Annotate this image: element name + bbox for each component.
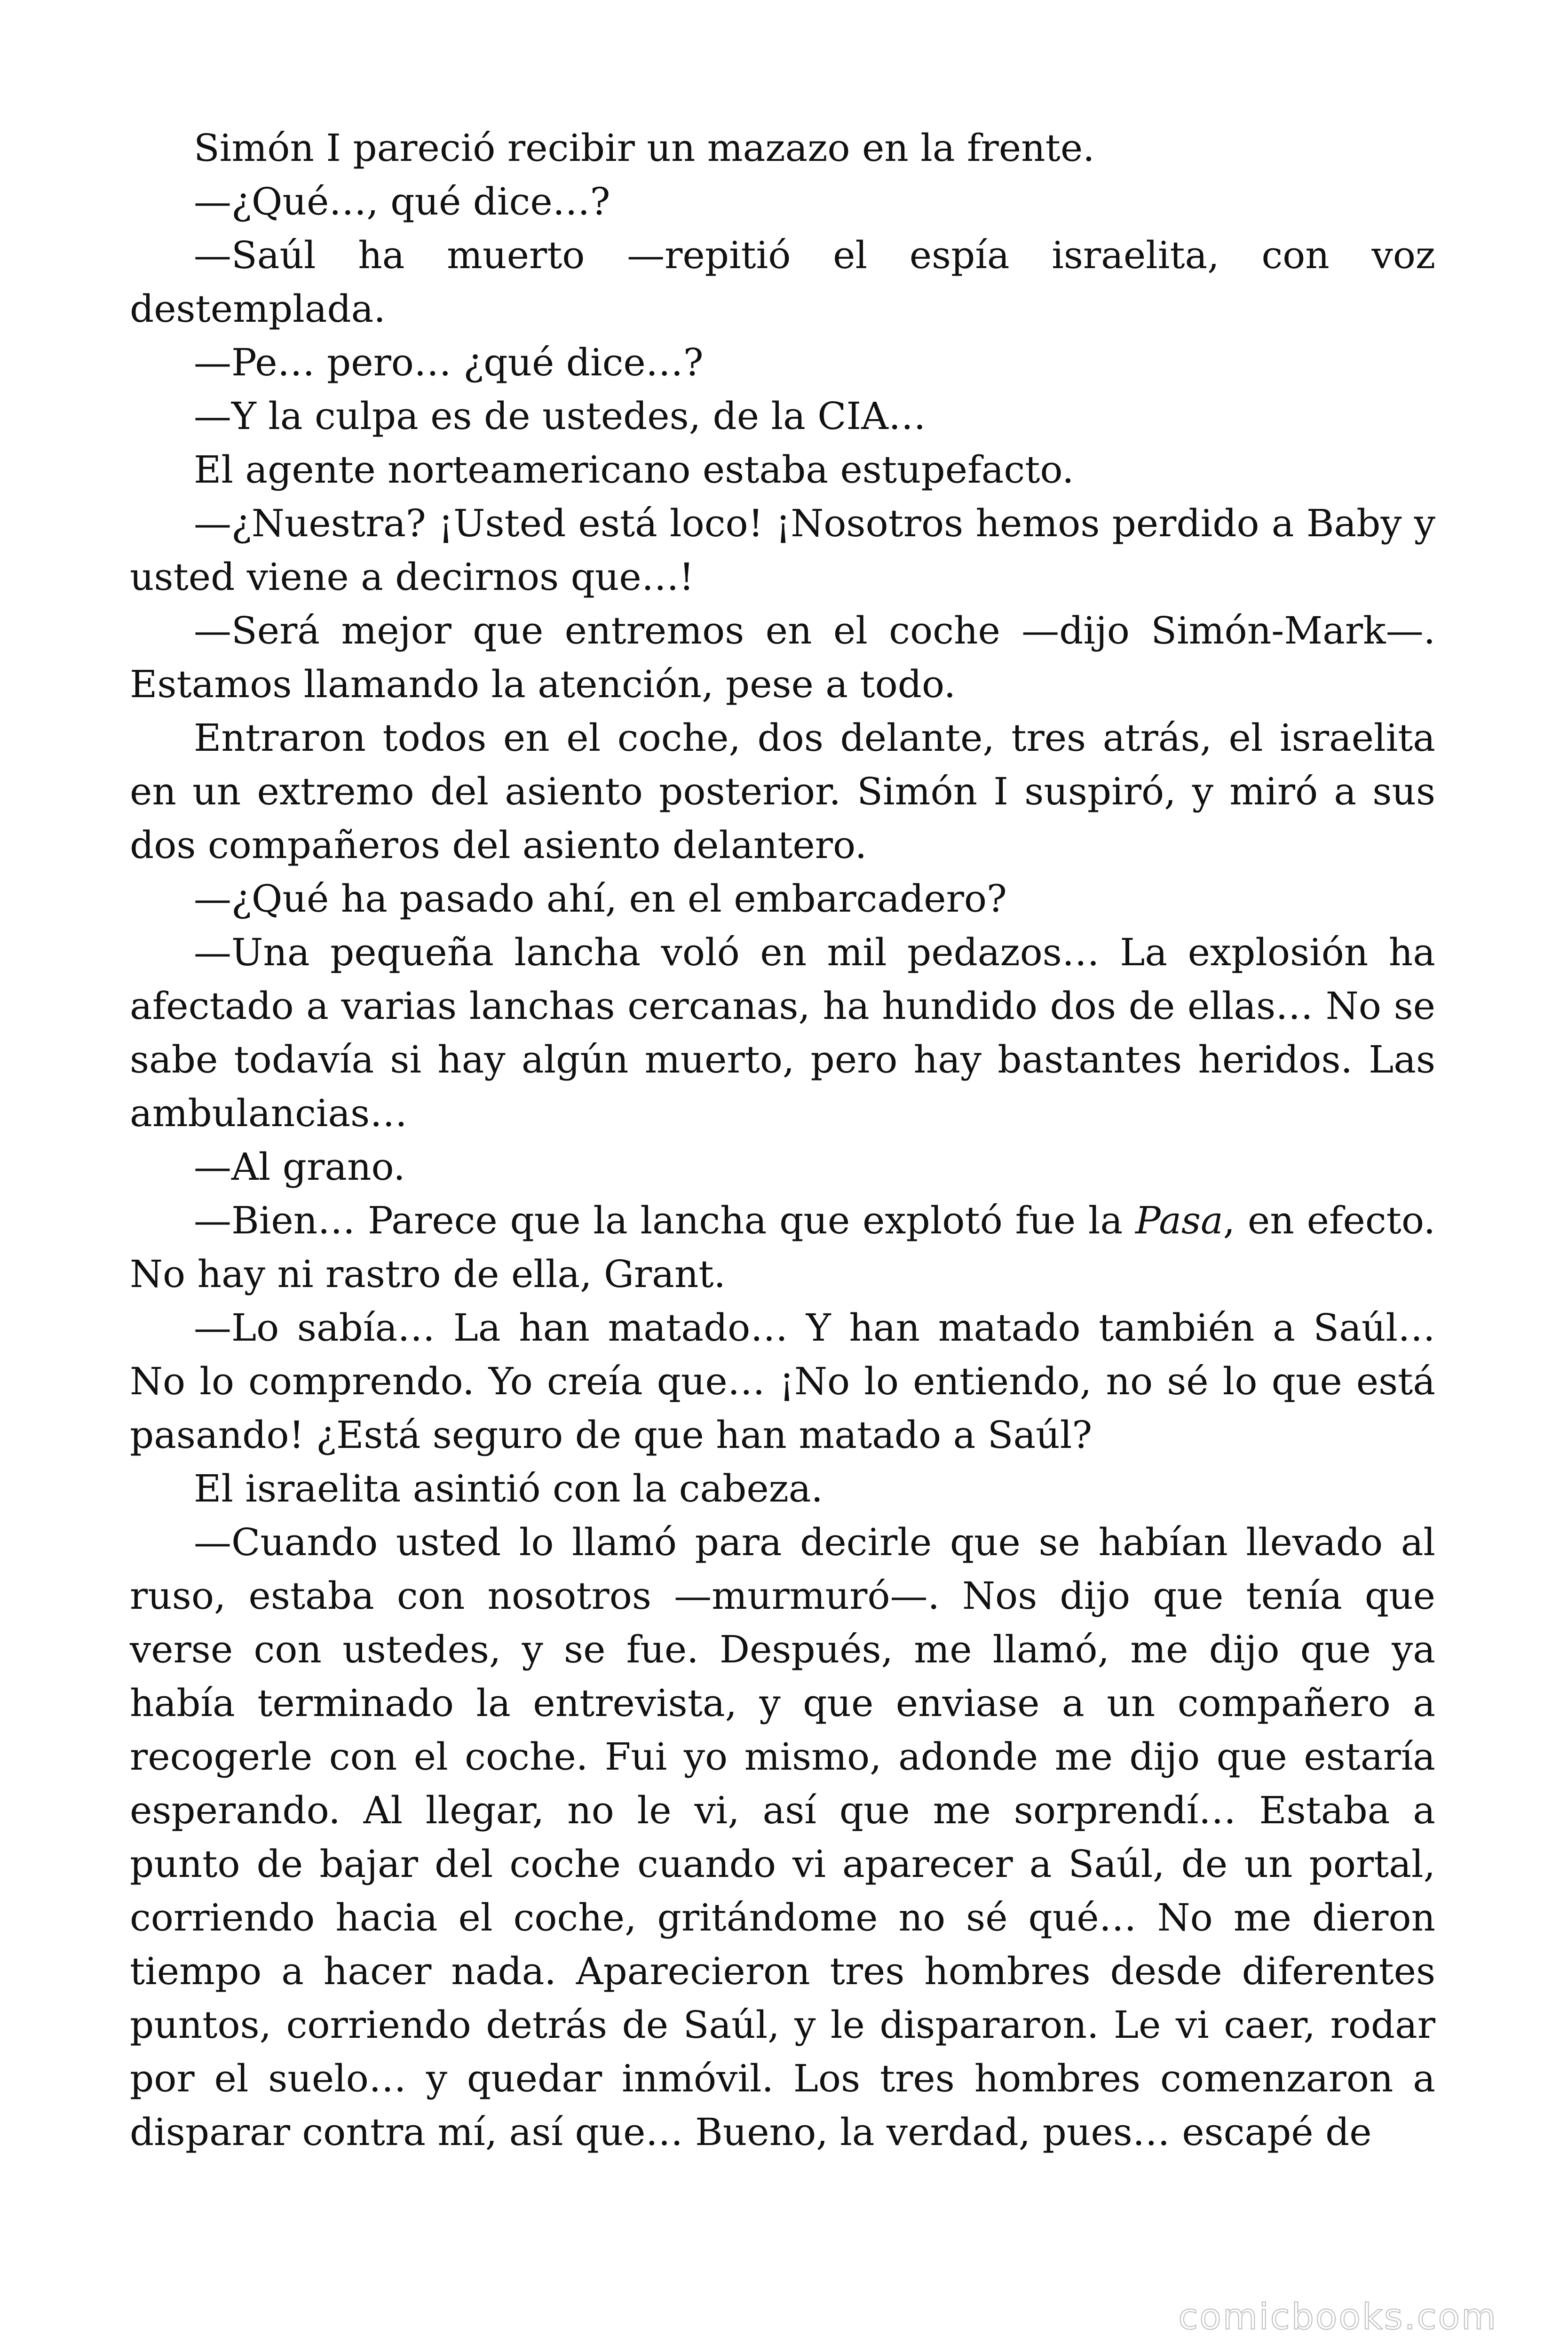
paragraph-16: —Cuando usted lo llamó para decirle que se habían llevado al ruso, estaba con nosotros —murmuró—. Nos dijo que tenía que verse con ustedes, y se fue. Después, me llamó, me dijo que ya había terminado la entrevista, y que enviase a un compañero a recogerle con el coche. Fui yo mismo, adonde me dijo que estaría esperando. Al llegar, no le vi, así que me sorprendí… Estaba a punto de bajar del coche cuando vi aparecer a Saúl, de un portal, corriendo hacia el coche, gritándome no sé qué… No me dieron tiempo a hacer nada. Aparecieron tres hombres desde diferentes puntos, corriendo detrás de Saúl, y le dispararon. Le vi caer, rodar por el suelo… y quedar inmóvil. Los tres hombres comenzaron a disparar contra mí, así que… Bueno, la verdad, pues… escapé de xyxy=(130,1520,1435,2154)
paragraph-4: —Pe… pero… ¿qué dice…? xyxy=(194,341,704,384)
paragraph-13-end: , en efecto. No hay ni rastro de ella, Grant. xyxy=(130,1199,1436,1296)
body-text xyxy=(130,121,1435,2159)
paragraph-1: Simón I pareció recibir un mazazo en la frente. xyxy=(194,126,1095,170)
paragraph-9: Entraron todos en el coche, dos delante, tres atrás, el israelita en un extremo del asiento posterior. Simón I suspiró, y miró a sus dos compañeros del asiento delantero. xyxy=(130,716,1435,867)
paragraph-6: El agente norteamericano estaba estupefacto. xyxy=(194,448,1074,492)
paragraph-12: —Al grano. xyxy=(194,1145,405,1189)
paragraph-3: —Saúl ha muerto —repitió el espía israelita, con voz destemplada. xyxy=(130,233,1435,331)
paragraph-15: El israelita asintió con la cabeza. xyxy=(194,1467,823,1510)
paragraph-14: —Lo sabía… La han matado… Y han matado también a Saúl… No lo comprendo. Yo creía que… ¡No lo entiendo, no sé lo que está pasando! ¿Está seguro de que han matado a Saúl? xyxy=(130,1306,1435,1457)
paragraph-5: —Y la culpa es de ustedes, de la CIA… xyxy=(194,394,926,438)
paragraph-7: —¿Nuestra? ¡Usted está loco! ¡Nosotros hemos perdido a Baby y usted viene a decirnos que…! xyxy=(130,501,1435,599)
paragraph-8: —Será mejor que entremos en el coche —dijo Simón-Mark—. Estamos llamando la atención, pese a todo. xyxy=(130,609,1435,706)
watermark: comicbooks.com xyxy=(1178,2296,1497,2337)
paragraph-2: —¿Qué…, qué dice…? xyxy=(194,180,610,223)
boat-name-italic: Pasa xyxy=(1135,1199,1223,1242)
paragraph-11: —Una pequeña lancha voló en mil pedazos… La explosión ha afectado a varias lanchas cercanas, ha hundido dos de ellas… No se sabe todavía si hay algún muerto, pero hay bastantes heridos. Las ambulancias… xyxy=(130,930,1435,1135)
paragraph-10: —¿Qué ha pasado ahí, en el embarcadero? xyxy=(194,877,1007,921)
paragraph-13 xyxy=(130,1194,1435,1301)
paragraph-13-start: —Bien… Parece que la lancha que explotó fue la xyxy=(194,1199,1135,1242)
